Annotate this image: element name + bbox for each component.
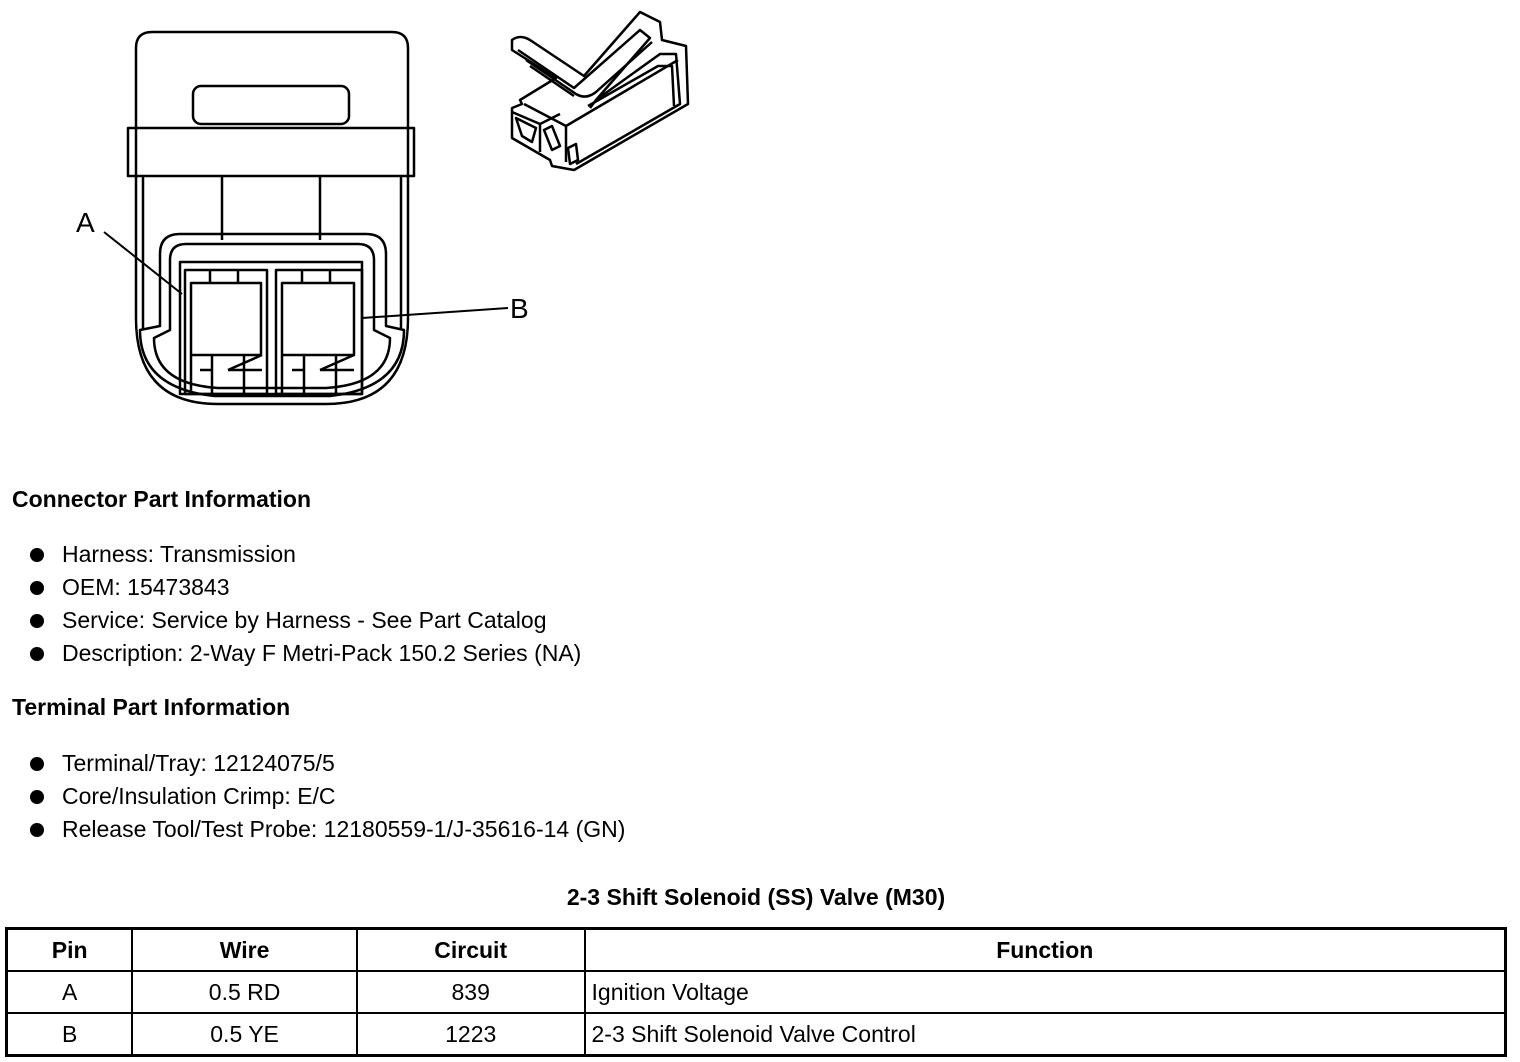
bullet-icon: [30, 823, 44, 837]
terminal-cavity-b: [276, 270, 362, 394]
cell-pin: A: [7, 971, 133, 1013]
terminal-info-heading: Terminal Part Information: [12, 694, 291, 720]
connector-latch-slot: [193, 86, 349, 124]
table-row: [7, 971, 1506, 1013]
table-row: [7, 1013, 1506, 1056]
bullet-icon: [30, 647, 44, 661]
list-item-text: Core/Insulation Crimp: E/C: [62, 783, 336, 809]
bullet-icon: [30, 757, 44, 771]
list-item-text: Service: Service by Harness - See Part Catalog: [62, 607, 547, 633]
callout-a-label: A: [76, 207, 95, 238]
table-header-row: [7, 929, 1506, 972]
list-item: [30, 571, 581, 604]
connector-top-band: [128, 128, 414, 176]
callout-b-label: B: [510, 293, 529, 324]
pin-table: [5, 927, 1507, 1057]
terminal-iso-view: [512, 12, 688, 170]
pin-table-title: 2-3 Shift Solenoid (SS) Valve (M30): [566, 884, 946, 910]
header-circuit: Circuit: [357, 929, 585, 972]
header-function: Function: [585, 929, 1506, 972]
connector-info-heading: Connector Part Information: [12, 486, 312, 512]
list-item-text: Harness: Transmission: [62, 541, 296, 567]
list-item: [30, 747, 625, 780]
list-item: [30, 538, 581, 571]
connector-info-list: [30, 538, 581, 670]
list-item: [30, 637, 581, 670]
list-item: [30, 604, 581, 637]
cell-wire: 0.5 RD: [132, 971, 357, 1013]
bullet-icon: [30, 614, 44, 628]
header-wire: Wire: [132, 929, 357, 972]
bullet-icon: [30, 790, 44, 804]
cell-circuit: 839: [357, 971, 585, 1013]
list-item-text: Terminal/Tray: 12124075/5: [62, 750, 335, 776]
list-item-text: Release Tool/Test Probe: 12180559-1/J-35616-14 (GN): [62, 816, 626, 842]
bullet-icon: [30, 548, 44, 562]
terminal-cavity-a: [185, 270, 267, 394]
list-item: [30, 813, 625, 846]
list-item-text: OEM: 15473843: [62, 574, 230, 600]
terminal-info-list: [30, 747, 625, 846]
list-item-text: Description: 2-Way F Metri-Pack 150.2 Series (NA): [62, 640, 582, 666]
header-pin: Pin: [7, 929, 133, 972]
cell-pin: B: [7, 1013, 133, 1056]
cell-wire: 0.5 YE: [132, 1013, 357, 1056]
callout-b-leader: [362, 308, 508, 318]
connector-body-outline: [136, 32, 408, 404]
bullet-icon: [30, 581, 44, 595]
cell-function: 2-3 Shift Solenoid Valve Control: [585, 1013, 1506, 1056]
cell-function: Ignition Voltage: [585, 971, 1506, 1013]
connector-diagram: [0, 0, 760, 440]
connector-center-rib: [222, 176, 320, 240]
list-item: [30, 780, 625, 813]
cell-circuit: 1223: [357, 1013, 585, 1056]
